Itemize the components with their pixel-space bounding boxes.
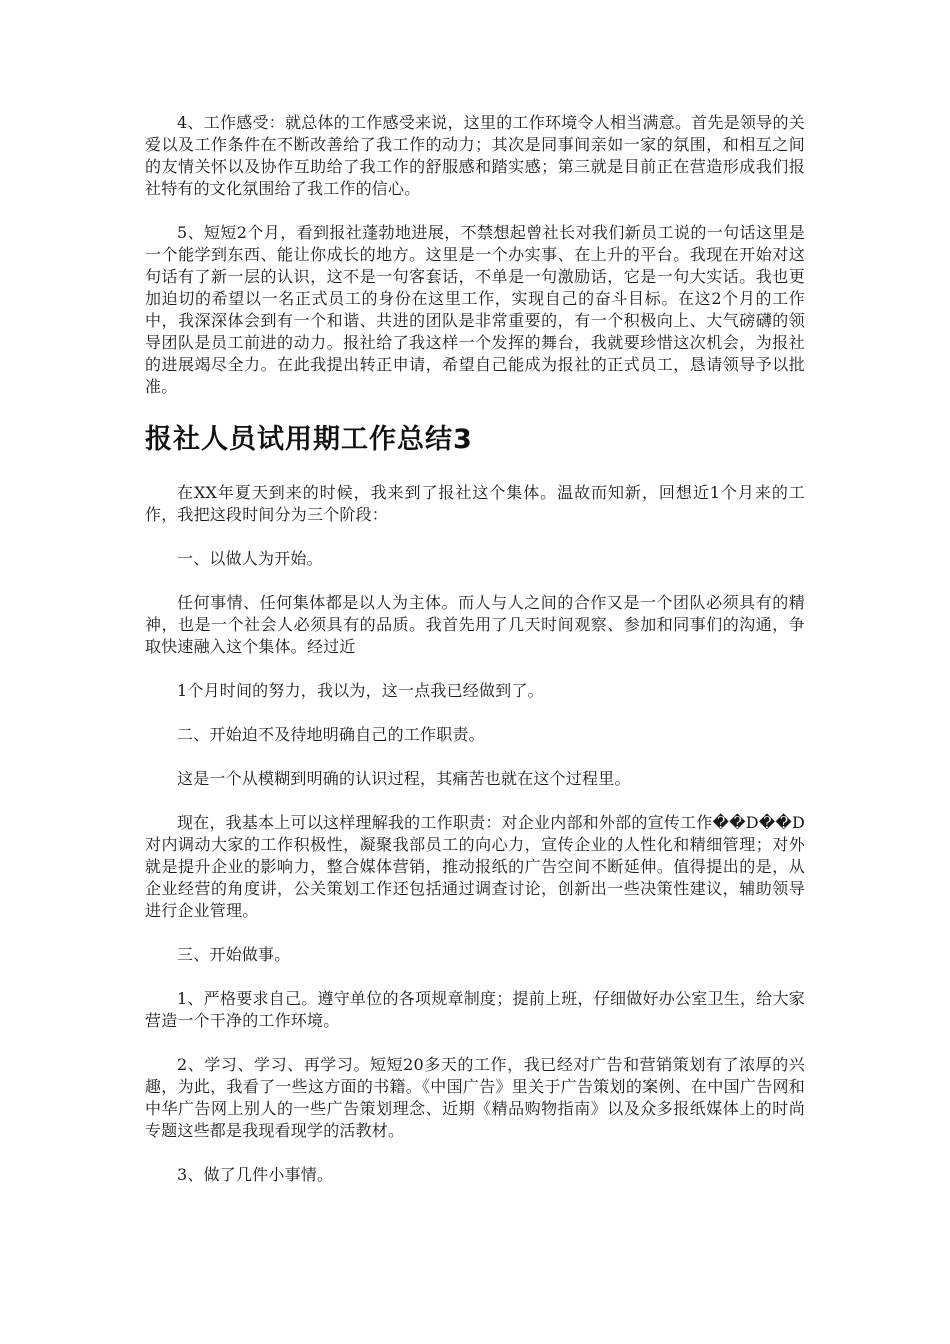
- section-heading: 报社人员试用期工作总结3: [145, 424, 473, 455]
- paragraph-stage-one-title: 一、以做人为开始。: [177, 549, 323, 568]
- paragraph-stage-three-title: 三、开始做事。: [177, 945, 291, 964]
- paragraph-job-duties: 现在，我基本上可以这样理解我的工作职责：对企业内部和外部的宣传工作��D��D对内调动大家的工作积极性，凝聚我部员工的向心力，宣传企业的人性化和精细管理；对外就是提升企业的影响力，整合媒体营销，推动报纸的广告空间不断延伸。值得提出的是，从企业经营的角度讲，公关策划工作还包括通过调查讨论，创新出一些决策性建议，辅助领导进行企业管理。: [145, 813, 805, 920]
- paragraph-strict-requirements: 1、严格要求自己。遵守单位的各项规章制度；提前上班，仔细做好办公室卫生，给大家营造一个干净的工作环境。: [145, 989, 805, 1030]
- paragraph-stage-two-title: 二、开始迫不及待地明确自己的工作职责。: [177, 725, 485, 744]
- paragraph-learning: 2、学习、学习、再学习。短短20多天的工作，我已经对广告和营销策划有了浓厚的兴趣，为此，我看了一些这方面的书籍。《中国广告》里关于广告策划的案例、在中国广告网和中华广告网上别人的一些广告策划理念、近期《精品购物指南》以及众多报纸媒体上的时尚专题这些都是我现看现学的活教材。: [145, 1055, 805, 1140]
- paragraph-work-feelings: 4、工作感受：就总体的工作感受来说，这里的工作环境令人相当满意。首先是领导的关爱以及工作条件在不断改善给了我工作的动力；其次是同事间亲如一家的氛围，和相互之间的友情关怀以及协作互助给了我工作的舒服感和踏实感；第三就是目前正在营造形成我们报社特有的文化氛围给了我工作的信心。: [145, 113, 805, 198]
- paragraph-stage-one-result: 1个月时间的努力，我以为，这一点我已经做到了。: [177, 681, 544, 700]
- paragraph-stage-one-body: 任何事情、任何集体都是以人为主体。而人与人之间的合作又是一个团队必须具有的精神，也是一个社会人必须具有的品质。我首先用了几天时间观察、参加和同事们的沟通，争取快速融入这个集体。经过近: [145, 593, 805, 656]
- paragraph-intro: 在XX年夏天到来的时候，我来到了报社这个集体。温故而知新，回想近1个月来的工作，我把这段时间分为三个阶段：: [145, 483, 805, 524]
- document-page: [145, 112, 805, 1208]
- paragraph-two-months: 5、短短2个月，看到报社蓬勃地进展，不禁想起曾社长对我们新员工说的一句话这里是一个能学到东西、能让你成长的地方。这里是一个办实事、在上升的平台。我现在开始对这句话有了新一层的认识，这不是一句客套话，不单是一句激励话，它是一句大实话。我也更加迫切的希望以一名正式员工的身份在这里工作，实现自己的奋斗目标。在这2个月的工作中，我深深体会到有一个和谐、共进的团队是非常重要的，有一个积极向上、大气磅礴的领导团队是员工前进的动力。报社给了我这样一个发挥的舞台，我就要珍惜这次机会，为报社的进展竭尽全力。在此我提出转正申请，希望自己能成为报社的正式员工，恳请领导予以批准。: [145, 223, 805, 396]
- paragraph-stage-two-intro: 这是一个从模糊到明确的认识过程，其痛苦也就在这个过程里。: [177, 769, 631, 788]
- paragraph-small-things: 3、做了几件小事情。: [177, 1165, 334, 1184]
